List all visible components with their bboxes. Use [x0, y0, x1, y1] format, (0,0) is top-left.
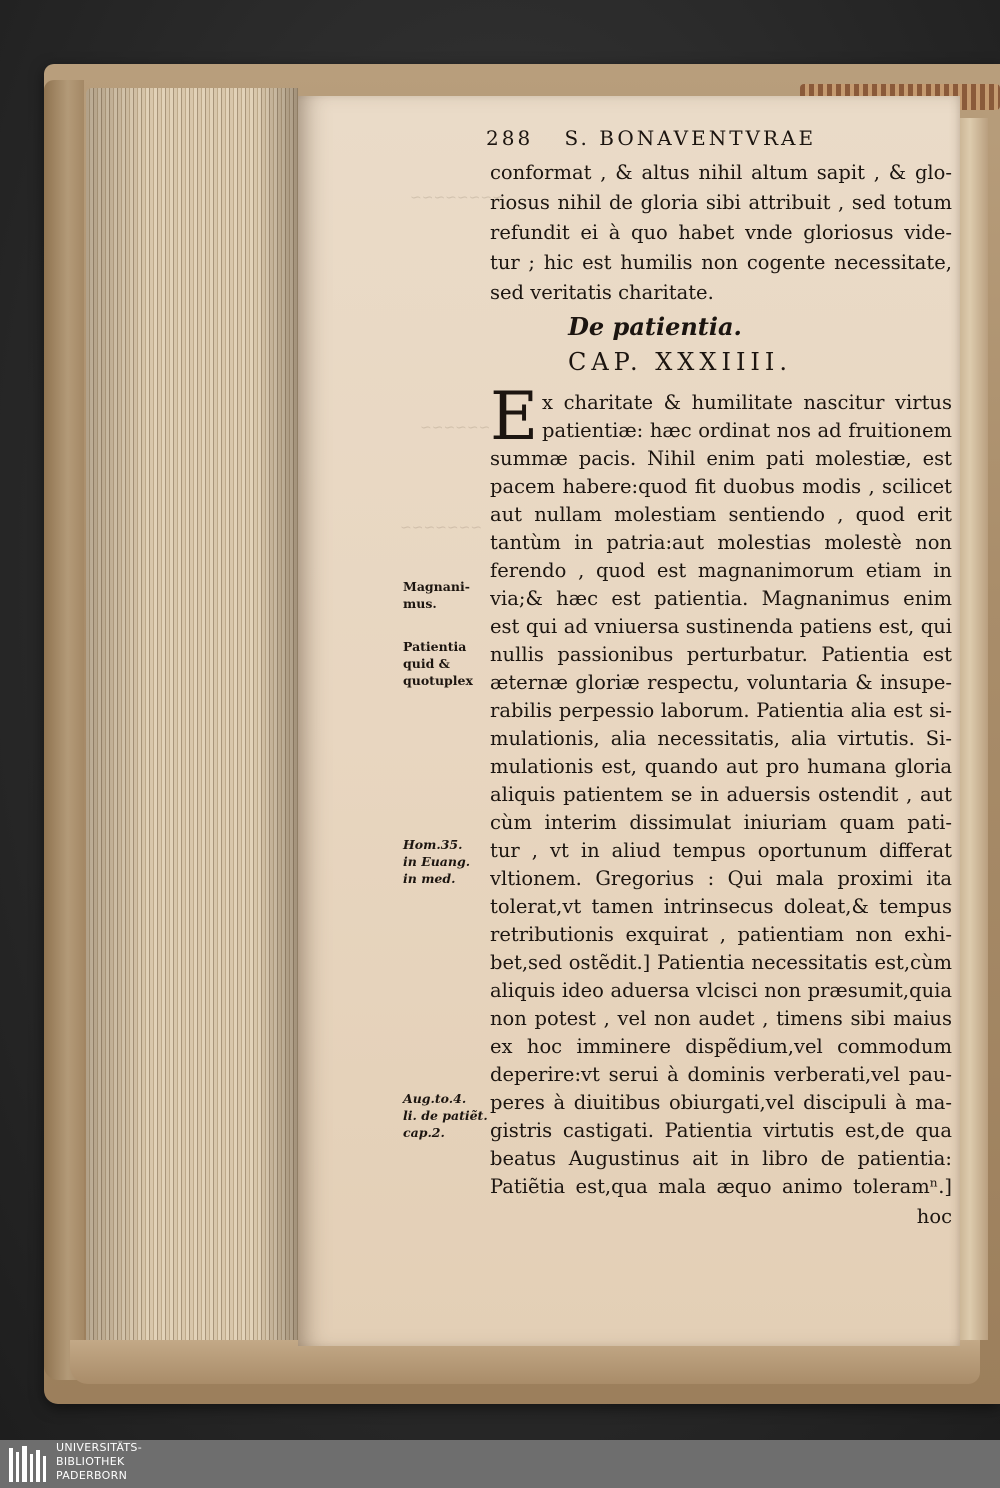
- running-title: S. BONAVENTVRAE: [564, 126, 817, 150]
- body-line: mulationis est, quando aut pro humana gloria: [490, 755, 952, 778]
- body-line: vltionem. Gregorius : Qui mala proximi ita: [490, 867, 952, 890]
- marginal-note-line: in Euang.: [403, 854, 471, 869]
- marginal-note-line: cap.2.: [403, 1125, 445, 1140]
- chapter-number: CAP. XXXIIII.: [567, 348, 793, 376]
- show-through-ink: ~~~~~~~: [400, 520, 483, 536]
- body-line: bet,sed ostẽdit.] Patientia necessitatis est,cùm: [490, 951, 952, 974]
- body-line: deperire:vt serui à dominis verberati,vel pau-: [490, 1063, 952, 1086]
- body-line: peres à diuitibus obiurgati,vel discipuli à ma-: [490, 1091, 952, 1114]
- show-through-ink: ~~~~~~: [420, 420, 491, 436]
- marginal-note-line: quotuplex: [403, 673, 473, 688]
- marginal-note: [403, 836, 491, 887]
- body-line: nullis passionibus perturbatur. Patientia est: [490, 643, 952, 666]
- page-number: 288: [486, 126, 534, 150]
- body-line: Patiẽtia est,qua mala æquo animo toleramⁿ.]: [490, 1175, 952, 1198]
- body-line: æternæ gloriæ respectu, voluntaria & insupe-: [490, 671, 952, 694]
- body-line: retributionis exquirat , patientiam non exhi-: [490, 923, 952, 946]
- library-name-line: BIBLIOTHEK: [56, 1455, 125, 1468]
- body-line: aliquis ideo aduersa vlcisci non præsumit,quia: [490, 979, 952, 1002]
- continued-line: sed veritatis charitate.: [490, 281, 714, 304]
- body-line: ferendo , quod est magnanimorum etiam in: [490, 559, 952, 582]
- body-line: patientiæ: hæc ordinat nos ad fruitionem: [542, 419, 952, 442]
- marginal-note-line: Magnani-: [403, 579, 470, 594]
- continued-line: riosus nihil de gloria sibi attribuit , sed totum: [490, 191, 952, 214]
- page-stack-shade: [86, 88, 298, 1350]
- body-line: beatus Augustinus ait in libro de patientia:: [490, 1147, 952, 1170]
- library-barcode-icon: [8, 1444, 50, 1484]
- book-bottom-edge: [70, 1340, 980, 1384]
- running-head: [486, 126, 946, 156]
- marginal-note-line: li. de patiẽt.: [403, 1108, 488, 1123]
- marginal-note-line: quid &: [403, 656, 450, 671]
- library-name: [56, 1441, 216, 1483]
- chapter-title: De patientia.: [568, 312, 742, 341]
- body-line: rabilis perpessio laborum. Patientia alia est si-: [490, 699, 952, 722]
- marginal-note: [403, 638, 491, 689]
- marginal-note-line: in med.: [403, 871, 456, 886]
- body-line: tolerat,vt tamen intrinsecus doleat,& tempus: [490, 895, 952, 918]
- marginal-note-line: Aug.to.4.: [403, 1091, 467, 1106]
- marginal-note-line: Hom.35.: [403, 837, 463, 852]
- catch-word: hoc: [916, 1205, 952, 1228]
- body-line: ex hoc imminere dispẽdium,vel commodum: [490, 1035, 952, 1058]
- cover-edge: [44, 80, 84, 1380]
- library-name-line: PADERBORN: [56, 1469, 128, 1482]
- show-through-ink: ~~~~~~~~: [410, 190, 504, 206]
- marginal-note-line: Patientia: [403, 639, 467, 654]
- body-line: est qui ad vniuersa sustinenda patiens est, qui: [490, 615, 952, 638]
- marginal-note: [403, 1090, 491, 1141]
- body-line: non potest , vel non audet , timens sibi maius: [490, 1007, 952, 1030]
- facing-page-edge: [958, 118, 988, 1340]
- body-line: pacem habere:quod fit duobus modis , scilicet: [490, 475, 952, 498]
- drop-cap: E: [490, 378, 539, 455]
- body-line: aut nullam molestiam sentiendo , quod erit: [490, 503, 952, 526]
- library-name-line: UNIVERSITÄTS-: [56, 1441, 142, 1454]
- body-line: mulationis, alia necessitatis, alia virtutis. Si-: [490, 727, 952, 750]
- body-line: summæ pacis. Nihil enim pati molestiæ, est: [490, 447, 952, 470]
- body-line: via;& hæc est patientia. Magnanimus enim: [490, 587, 952, 610]
- body-line: aliquis patientem se in aduersis ostendit , aut: [490, 783, 952, 806]
- continued-line: tur ; hic est humilis non cogente necessitate,: [490, 251, 952, 274]
- continued-line: conformat , & altus nihil altum sapit , & glo-: [490, 161, 952, 184]
- body-line: gistris castigati. Patientia virtutis est,de qua: [490, 1119, 952, 1142]
- body-line: tantùm in patria:aut molestias molestè non: [490, 531, 952, 554]
- body-line: cùm interim dissimulat iniuriam quam pati-: [490, 811, 952, 834]
- marginal-note: [403, 578, 491, 612]
- body-line: tur , vt in aliud tempus oportunum differat: [490, 839, 952, 862]
- marginal-note-line: mus.: [403, 596, 437, 611]
- continued-line: refundit ei à quo habet vnde gloriosus vide-: [490, 221, 952, 244]
- body-line: x charitate & humilitate nascitur virtus: [542, 391, 952, 414]
